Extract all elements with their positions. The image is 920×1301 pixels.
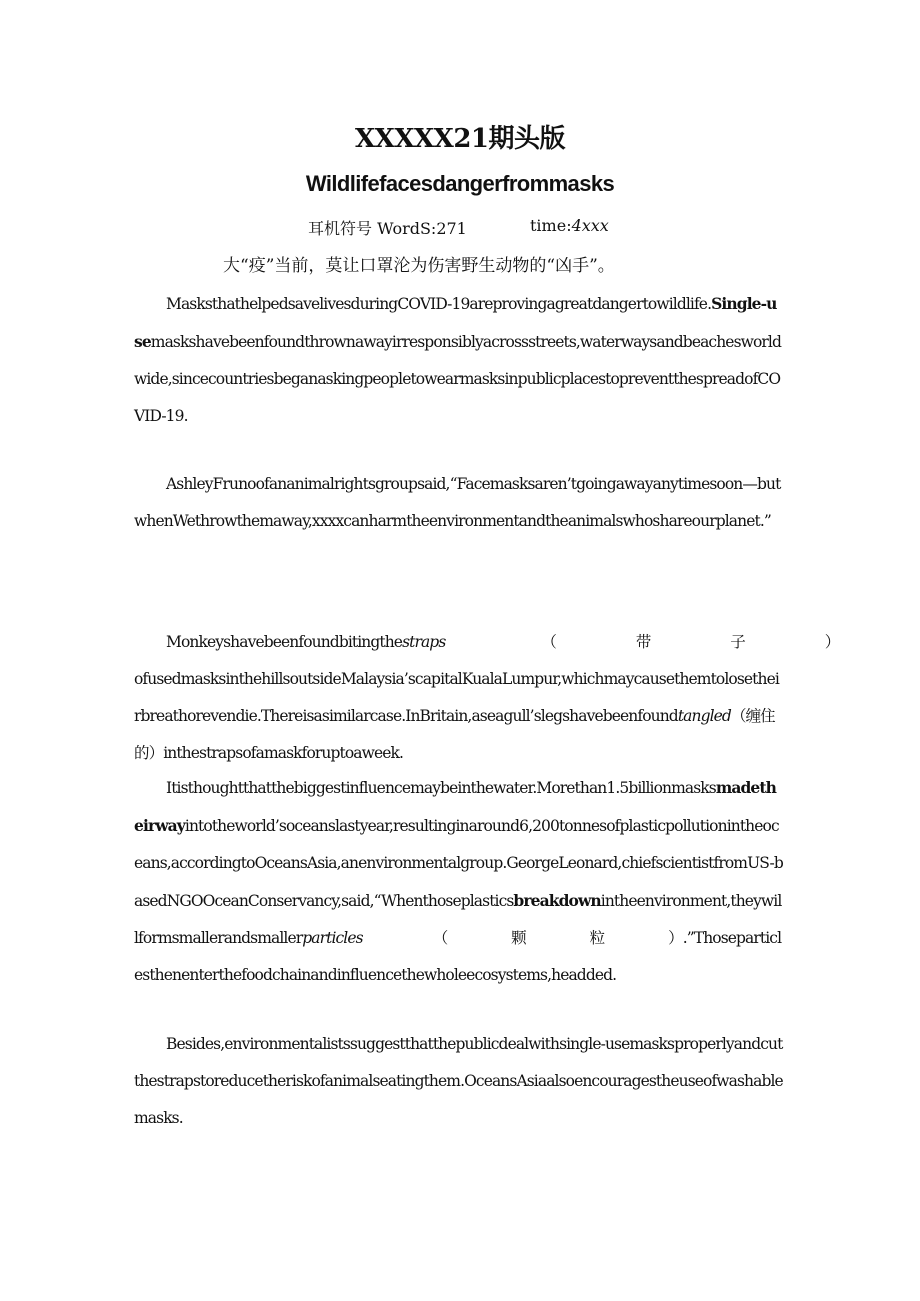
gloss-straps — [509, 624, 839, 661]
article-subtitle: 大“疫”当前，莫让口罩沦为伤害野生动物的“凶手”。 — [223, 256, 615, 276]
vocab-made-their-way: madetheirway — [134, 778, 777, 835]
paragraph-2-text-b: butwhenWethrowthemaway,xxxxcanharmtheenvironmentandtheanimalswhoshareourplanet.” — [134, 475, 781, 530]
gloss-close-paren: ） — [668, 929, 683, 947]
paragraph-5 — [134, 1026, 784, 1137]
word-count: 耳机符号 WordS:271 — [308, 219, 467, 238]
paragraph-4-text-b: intotheworld’soceanslastyear,resultinginaround6,200tonnesofplasticpollutionintheoceans,accordingtoOceansAsia,anenvironmentalgroup.GeorgeLeonard,chiefscientistfromUS-basedNGOOceanConservancy,said,“Whenthoseplastics — [134, 817, 783, 910]
article-title: Wildlifefacesdangerfrommasks — [305, 171, 615, 196]
paragraph-3-text-c: （缠住的）inthestrapsofamaskforuptoaweek. — [134, 707, 775, 762]
vocab-tangled: tangled — [677, 707, 731, 725]
gloss-particles — [433, 920, 683, 957]
paragraph-4 — [134, 769, 784, 994]
gloss-char-2: 子 — [730, 633, 745, 651]
vocab-single-use: Single-use — [134, 294, 777, 351]
vocab-particles: particles — [302, 929, 363, 947]
paragraph-3-text-b: ofusedmasksinthehillsoutsideMalaysia’scapitalKualaLumpur,whichmaycausethemtolosetheirbreathorevendie.Thereisasimilarcase.InBritain,aseagull’slegshavebeenfound — [134, 670, 779, 725]
paragraph-1-text-a: MasksthathelpedsavelivesduringCOVID-19areprovingagreatdangertowildlife. — [166, 295, 712, 313]
gloss-char-2: 粒 — [589, 929, 605, 947]
reading-time-value: 4xxx — [571, 216, 609, 235]
gloss-char-1: 带 — [635, 633, 651, 651]
paragraph-4-text-c: intheenvironment,theywillformsmallerandsmaller — [134, 892, 782, 947]
vocab-straps: straps — [402, 633, 446, 651]
paragraph-3-text-a: Monkeyshavebeenfoundbitingthe — [166, 633, 403, 651]
reading-time — [530, 216, 609, 235]
gloss-close-paren: ） — [824, 633, 840, 651]
paragraph-4-text-a: Itisthoughtthatthebiggestinfluencemaybeinthewater.Morethan1.5billionmasks — [166, 779, 716, 797]
gloss-open-paren: （ — [432, 929, 448, 947]
gloss-char-1: 颗 — [511, 929, 526, 947]
paragraph-3 — [134, 624, 840, 772]
gloss-open-paren: （ — [541, 633, 556, 651]
paragraph-2-text-a: AshleyFrunoofananimalrightsgroupsaid,“Facemasksaren’tgoingawayanytimesoon— — [166, 475, 757, 493]
header-title: XXXXX21期头版 — [354, 124, 566, 154]
paragraph-1-text-b: maskshavebeenfoundthrownawayirresponsiblyacrossstreets,waterwaysandbeachesworldwide,sincecountriesbeganaskingpeopletowearmasksinpublicplacestopreventthespreadofCOVID-19. — [134, 333, 782, 425]
paragraph-4-text-d: .”Thoseparticlesthenenterthefoodchainandinfluencethewholeecosystems,headded. — [134, 929, 782, 984]
reading-time-label: time: — [530, 216, 572, 235]
paragraph-1 — [134, 285, 784, 435]
paragraph-2 — [134, 466, 784, 540]
paragraph-5-text-a: Besides,environmentalistssuggestthatthepublicdealwithsingle-usemasksproperlyandcutthestrapstoreducetheriskofanimalseatingthem.OceansAsiaalsoencouragestheuseofwashablemasks. — [134, 1035, 783, 1127]
article-meta — [308, 216, 609, 239]
vocab-break-down: breakdown — [513, 891, 601, 910]
